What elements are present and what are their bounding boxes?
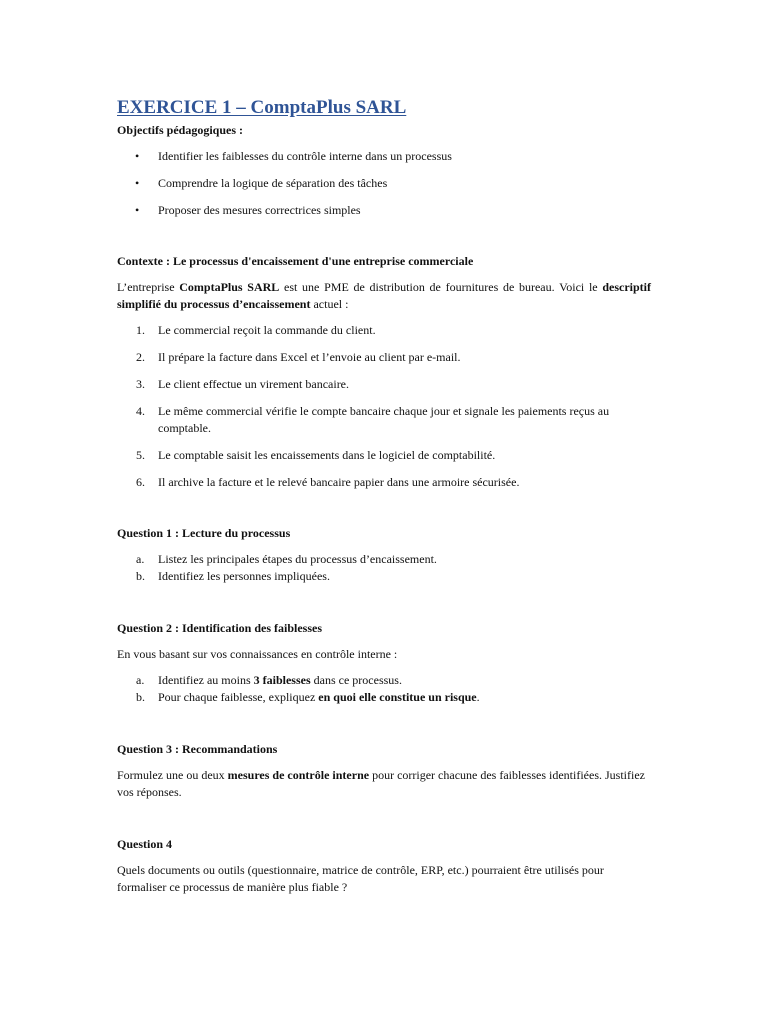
question-1-heading: Question 1 : Lecture du processus xyxy=(117,526,291,540)
process-step: 5. Le comptable saisit les encaissements dans le logiciel de comptabilité. xyxy=(136,448,496,462)
question-item: a. Identifiez au moins 3 faiblesses dans ce processus. xyxy=(136,673,402,687)
objectives-heading: Objectifs pédagogiques : xyxy=(117,123,243,137)
bullet-icon: • xyxy=(135,203,140,217)
objective-item: • Proposer des mesures correctrices simples xyxy=(135,203,361,217)
process-step: 2. Il prépare la facture dans Excel et l’envoie au client par e-mail. xyxy=(136,350,461,364)
process-step: 6. Il archive la facture et le relevé bancaire papier dans une armoire sécurisée. xyxy=(136,475,520,489)
question-2-heading: Question 2 : Identification des faiblesses xyxy=(117,621,323,635)
bullet-icon: • xyxy=(135,176,140,190)
process-step: 4. Le même commercial vérifie le compte bancaire chaque jour et signale les paiements reçus au comptable. xyxy=(136,404,610,435)
process-step: 3. Le client effectue un virement bancaire. xyxy=(136,377,350,391)
question-4-text: Quels documents ou outils (questionnaire, matrice de contrôle, ERP, etc.) pourraient être utilisés pour formaliser ce processus de manière plus fiable ? xyxy=(117,863,604,894)
bullet-icon: • xyxy=(135,149,140,163)
question-3-text: Formulez une ou deux mesures de contrôle interne pour corriger chacune des faiblesses identifiées. Justifiez vos réponses. xyxy=(117,768,645,799)
question-item: a. Listez les principales étapes du processus d’encaissement. xyxy=(136,552,437,566)
objectives-list xyxy=(117,148,651,219)
question-item: b. Identifiez les personnes impliquées. xyxy=(136,569,330,583)
question-2-intro: En vous basant sur vos connaissances en contrôle interne : xyxy=(117,647,398,661)
question-item: b. Pour chaque faiblesse, expliquez en quoi elle constitue un risque. xyxy=(136,690,480,704)
objective-item: • Identifier les faiblesses du contrôle interne dans un processus xyxy=(135,149,452,163)
process-step: 1. Le commercial reçoit la commande du client. xyxy=(136,323,376,337)
question-1-list xyxy=(117,551,651,585)
question-2-list xyxy=(117,672,651,706)
question-3-heading: Question 3 : Recommandations xyxy=(117,742,278,756)
question-4-heading: Question 4 xyxy=(117,837,173,851)
exercise-title: EXERCICE 1 – ComptaPlus SARL xyxy=(117,97,407,118)
objective-item: • Comprendre la logique de séparation des tâches xyxy=(135,176,388,190)
context-heading: Contexte : Le processus d'encaissement d'une entreprise commerciale xyxy=(117,254,474,268)
process-steps xyxy=(117,322,651,491)
context-intro: L’entreprise ComptaPlus SARL est une PME de distribution de fournitures de bureau. Voici le descriptif simplifié du processus d’encaissement actuel : xyxy=(117,280,651,311)
